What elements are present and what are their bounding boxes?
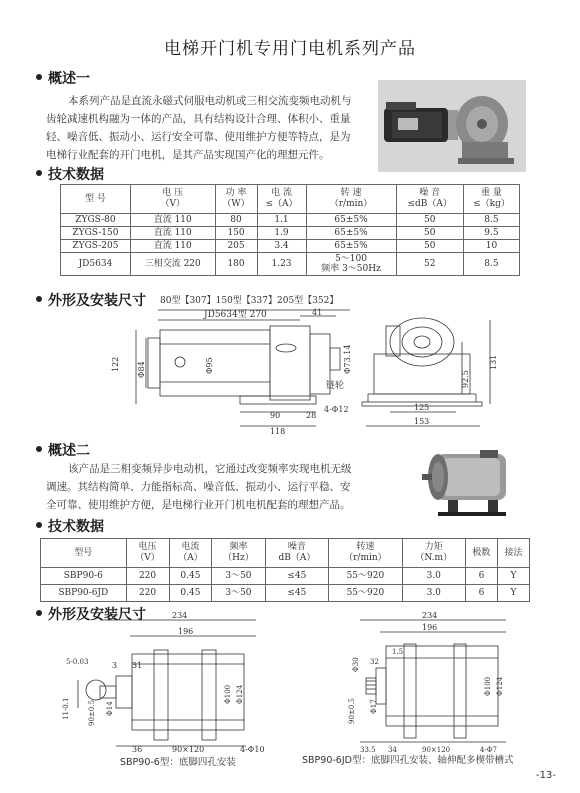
column-header-unit: ≤dB（A） — [407, 199, 452, 209]
table-cell: 6 — [465, 568, 497, 585]
table-row — [61, 240, 520, 253]
table-cell: SBP90-6JD — [41, 585, 127, 602]
table-cell: 65±5% — [306, 227, 396, 240]
column-header-label: 转 速 — [340, 188, 362, 198]
dim-153: 153 — [414, 417, 430, 426]
table-cell: Y — [497, 568, 529, 585]
dim-phi124: Φ124 — [496, 676, 504, 696]
column-header-unit: ≤（A） — [265, 199, 298, 209]
table-header-row — [61, 185, 520, 214]
column-header-label: 极数 — [472, 547, 491, 558]
dim-phi30: Φ30 — [352, 657, 360, 672]
column-header-label: 功 率 — [225, 188, 247, 198]
dim-118: 118 — [270, 427, 286, 436]
table-cell: 55～920 — [329, 585, 402, 602]
ac-motor-photo — [418, 440, 522, 520]
dim-phi14: Φ14 — [106, 701, 114, 716]
table-cell: 3.4 — [257, 240, 306, 253]
dim-31: 31 — [132, 661, 143, 670]
table-cell: 8.5 — [463, 253, 519, 276]
table-cell: 直流 110 — [130, 240, 215, 253]
column-header — [212, 539, 265, 568]
table-cell: 6 — [465, 585, 497, 602]
column-header-unit: ≤（kg） — [473, 199, 510, 209]
table-cell: 150 — [215, 227, 257, 240]
table-cell: 50 — [396, 214, 463, 227]
column-header-label: 噪 音 — [419, 188, 441, 198]
dim-125: 125 — [414, 403, 430, 412]
table-row — [41, 585, 530, 602]
dim-phi100: Φ100 — [224, 684, 232, 704]
table-cell: 0.45 — [169, 585, 212, 602]
tech-data-table-2 — [40, 538, 530, 602]
table-cell: 50 — [396, 227, 463, 240]
column-header — [169, 539, 212, 568]
table-header-row — [41, 539, 530, 568]
dim-41: 41 — [312, 308, 323, 317]
model-length-note: 80型【307】150型【337】205型【352】 — [160, 296, 339, 306]
column-header-label: 转速 — [356, 542, 375, 552]
column-header-unit: （V） — [160, 199, 185, 209]
table-cell: 3.0 — [402, 568, 465, 585]
column-header-label: 电压 — [138, 542, 157, 552]
dim-phi84: Φ84 — [137, 361, 146, 378]
column-header — [126, 539, 169, 568]
dim-122: 122 — [111, 356, 120, 372]
table-cell: 80 — [215, 214, 257, 227]
column-header-label: 电 流 — [271, 188, 292, 198]
table-cell: 5～100 频率 3～50Hz — [306, 253, 396, 276]
bullet-icon — [36, 610, 42, 616]
dim-196: 196 — [178, 627, 194, 636]
dim-92-5: 92.5 — [461, 370, 470, 388]
table-cell: 3～50 — [212, 585, 265, 602]
table-cell: 50 — [396, 240, 463, 253]
column-header — [463, 185, 519, 214]
column-header-unit: （V） — [135, 553, 160, 563]
column-header-unit: （Hz） — [223, 553, 254, 563]
chain-wheel-label: 链轮 — [326, 381, 345, 391]
dimension-drawing-sbp90-6 — [56, 612, 286, 754]
column-header-unit: （W） — [222, 199, 250, 209]
section-heading-overview-2: 概述二 — [36, 440, 90, 460]
table-cell: 3～50 — [212, 568, 265, 585]
table-cell: 180 — [215, 253, 257, 276]
bullet-icon — [36, 522, 42, 528]
dim-phi17: Φ17 — [370, 699, 378, 714]
dim-90-height: 90±0.5 — [88, 700, 96, 726]
column-header — [465, 539, 497, 568]
table-cell: 9.5 — [463, 227, 519, 240]
section-heading-dimensions-2: 外形及安装尺寸 — [36, 604, 146, 624]
bullet-icon — [36, 446, 42, 452]
dim-90-height: 90±0.5 — [348, 698, 356, 724]
table-cell: 1.1 — [257, 214, 306, 227]
dim-phi124: Φ124 — [236, 684, 244, 704]
dim-11: 11-0.1 — [62, 697, 70, 720]
table-cell: 65±5% — [306, 214, 396, 227]
dim-131: 131 — [489, 354, 498, 370]
column-header-unit: （r/min） — [344, 553, 387, 563]
dim-mount-holes: 4-Φ12 — [324, 405, 349, 414]
page-title: 电梯开门机专用门电机系列产品 — [164, 39, 416, 59]
table-cell: ZYGS-150 — [61, 227, 131, 240]
dim-234: 234 — [172, 612, 188, 620]
column-header-unit: （N.m） — [415, 553, 453, 563]
table-row — [41, 568, 530, 585]
column-header — [41, 539, 127, 568]
dim-mount-holes: 4-Φ10 — [240, 745, 265, 754]
dim-phi73: Φ73.14 — [343, 344, 352, 374]
bullet-icon — [36, 296, 42, 302]
dim-28: 28 — [306, 411, 317, 420]
column-header-label: 重 量 — [481, 188, 502, 198]
column-header — [497, 539, 529, 568]
dim-34: 34 — [388, 746, 397, 754]
table-cell: 205 — [215, 240, 257, 253]
dc-motor-photo — [378, 80, 526, 172]
table-cell: 52 — [396, 253, 463, 276]
table-cell: ≤45 — [265, 568, 329, 585]
table-row — [61, 214, 520, 227]
dim-90x120: 90×120 — [172, 745, 205, 754]
table-cell: 直流 110 — [130, 227, 215, 240]
column-header-unit: （r/min） — [329, 199, 373, 209]
table-cell: 直流 110 — [130, 214, 215, 227]
table-cell: 0.45 — [169, 568, 212, 585]
dim-1-5: 1.5 — [392, 648, 404, 656]
dim-3: 3 — [112, 661, 118, 670]
column-header-label: 电 压 — [162, 188, 184, 198]
table-cell: 三相交流 220 — [130, 253, 215, 276]
dim-36: 36 — [132, 745, 143, 754]
bullet-icon — [36, 74, 42, 80]
page-number: -13- — [536, 770, 556, 781]
table-row — [61, 227, 520, 240]
bullet-icon — [36, 170, 42, 176]
table-cell: 220 — [126, 585, 169, 602]
dim-jd5634: JD5634型 270 — [204, 310, 267, 320]
table-cell: 10 — [463, 240, 519, 253]
dim-key-width: 5-0.03 — [66, 658, 89, 666]
dim-90: 90 — [270, 411, 281, 420]
column-header — [130, 185, 215, 214]
dim-33-5: 33.5 — [360, 746, 376, 754]
column-header-label: 频率 — [229, 542, 248, 552]
table-cell: 220 — [126, 568, 169, 585]
table-cell: ≤45 — [265, 585, 329, 602]
caption-sbp90-6jd: SBP90-6JD型：底脚四孔安装、轴伸配多楔带槽式 — [302, 755, 514, 766]
section-heading-overview-1: 概述一 — [36, 68, 90, 88]
table-cell: 55～920 — [329, 568, 402, 585]
column-header — [61, 185, 131, 214]
section-heading-tech-data-2: 技术数据 — [36, 516, 104, 536]
table-cell: 3.0 — [402, 585, 465, 602]
table-cell: JD5634 — [61, 253, 131, 276]
table-cell: Y — [497, 585, 529, 602]
column-header — [402, 539, 465, 568]
dim-234: 234 — [422, 612, 438, 620]
column-header-label: 型 号 — [85, 193, 106, 204]
table-cell: 65±5% — [306, 240, 396, 253]
dim-90x120: 90×120 — [422, 746, 451, 754]
column-header — [396, 185, 463, 214]
tech-data-table-1 — [60, 184, 520, 276]
dim-phi95: Φ95 — [205, 357, 214, 374]
column-header-label: 型号 — [74, 547, 93, 558]
dim-mount-holes: 4-Φ7 — [480, 746, 498, 754]
column-header-label: 噪音 — [287, 542, 306, 552]
section-heading-tech-data-1: 技术数据 — [36, 164, 104, 184]
column-header-label: 接法 — [504, 547, 523, 558]
table-cell: 8.5 — [463, 214, 519, 227]
column-header-unit: （A） — [178, 553, 203, 563]
overview-1-text: 本系列产品是直流永磁式伺服电动机或三相交流变频电动机与 齿轮减速机构融为一体的产品，具有结构设计合理、体积小、重量 轻、噪音低、振动小、运行安全可靠、使用维护方便等特点，是为 电梯行业配套的开门电机，是其产品实现国产化的理想元件。 — [46, 95, 352, 161]
table-cell: 1.9 — [257, 227, 306, 240]
table-cell: ZYGS-205 — [61, 240, 131, 253]
dim-196: 196 — [422, 623, 438, 632]
column-header-label: 力矩 — [424, 542, 443, 552]
column-header — [329, 539, 402, 568]
dim-32: 32 — [370, 658, 379, 666]
dimension-drawing-1 — [100, 304, 520, 440]
column-header — [265, 539, 329, 568]
table-cell: SBP90-6 — [41, 568, 127, 585]
dim-phi100: Φ100 — [484, 676, 492, 696]
table-row — [61, 253, 520, 276]
section-heading-dimensions-1: 外形及安装尺寸 — [36, 290, 146, 310]
table-cell: ZYGS-80 — [61, 214, 131, 227]
caption-sbp90-6: SBP90-6型：底脚四孔安装 — [120, 757, 236, 768]
column-header — [215, 185, 257, 214]
dimension-drawing-sbp90-6jd — [330, 612, 530, 754]
column-header — [257, 185, 306, 214]
column-header-unit: dB（A） — [278, 553, 316, 563]
column-header — [306, 185, 396, 214]
overview-2-text: 该产品是三相变频异步电动机，它通过改变频率实现电机无级 调速。其结构简单、力能指标高、噪音低、振动小、运行平稳、安 全可靠、使用维护方便，是电梯行业开门机电机配套的理想产品。 — [46, 463, 352, 511]
table-cell: 1.23 — [257, 253, 306, 276]
column-header-label: 电流 — [181, 542, 200, 552]
